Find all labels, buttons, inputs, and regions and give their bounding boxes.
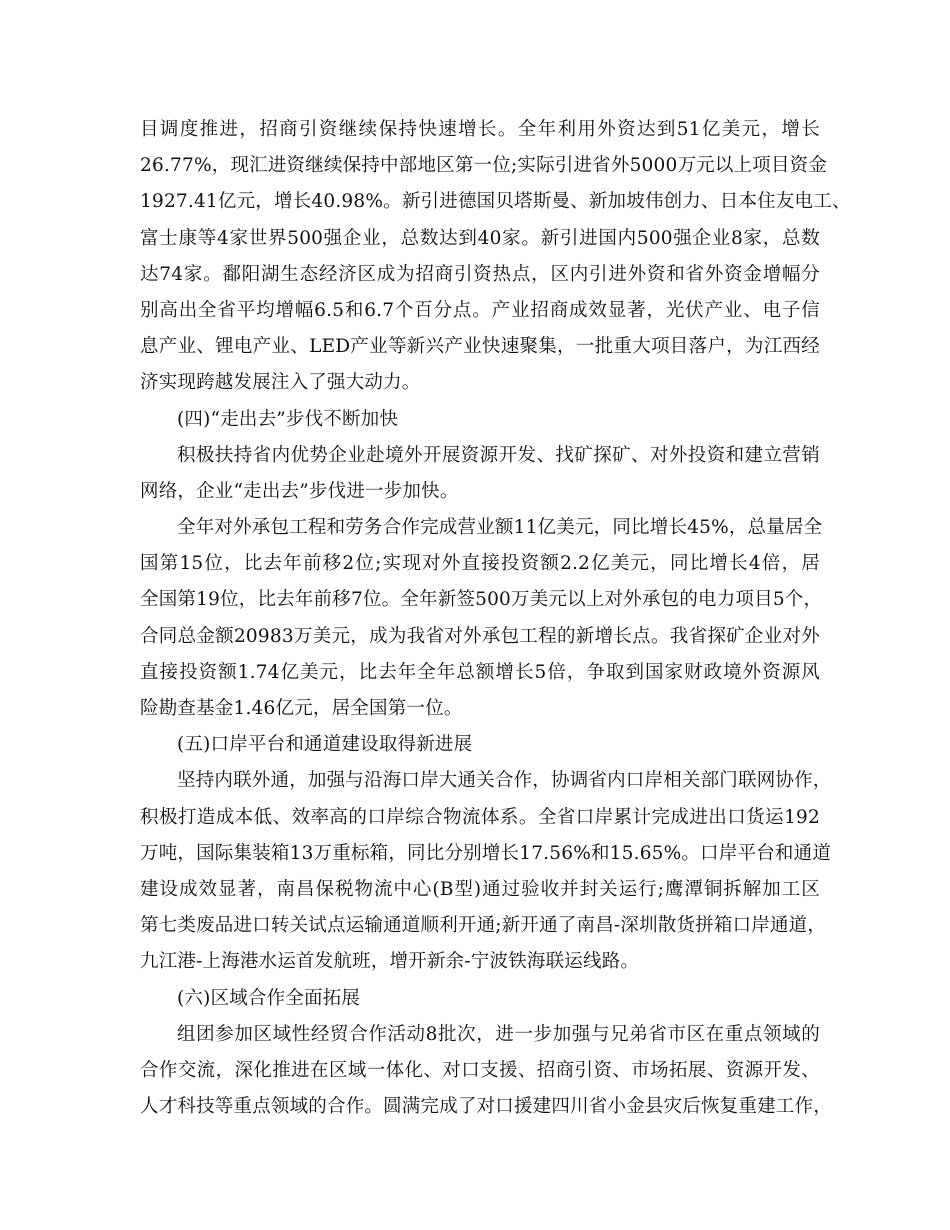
text-line: 合同总金额20983万美元，成为我省对外承包工程的新增长点。我省探矿企业对外 bbox=[140, 625, 820, 647]
text-line: (六)区域合作全面拓展 bbox=[177, 987, 361, 1009]
text-line: 26.77%，现汇进资继续保持中部地区第一位;实际引进省外5000万元以上项目资金 bbox=[140, 155, 828, 177]
text-line: 息产业、锂电产业、LED产业等新兴产业快速聚集，一批重大项目落户，为江西经 bbox=[140, 336, 820, 358]
text-line: 积极打造成本低、效率高的口岸综合物流体系。全省口岸累计完成进出口货运192 bbox=[140, 806, 820, 828]
text-line: 别高出全省平均增幅6.5和6.7个百分点。产业招商成效显著，光伏产业、电子信 bbox=[140, 299, 820, 321]
document-page bbox=[140, 112, 851, 1125]
text-line: (五)口岸平台和通道建设取得新进展 bbox=[177, 734, 473, 756]
text-line: 直接投资额1.74亿美元，比去年全年总额增长5倍，争取到国家财政境外资源风 bbox=[140, 661, 820, 683]
text-line: 组团参加区域性经贸合作活动8批次，进一步加强与兄弟省市区在重点领域的 bbox=[177, 1023, 820, 1045]
text-line: 达74家。鄱阳湖生态经济区成为招商引资热点，区内引进外资和省外资金增幅分 bbox=[140, 263, 820, 285]
text-line: 合作交流，深化推进在区域一体化、对口支援、招商引资、市场拓展、资源开发、 bbox=[140, 1059, 820, 1081]
text-line: 险勘查基金1.46亿元，居全国第一位。 bbox=[140, 698, 463, 719]
text-line: 济实现跨越发展注入了强大动力。 bbox=[140, 372, 421, 394]
text-line: 1927.41亿元，增长40.98%。新引进德国贝塔斯曼、新加坡伟创力、日本住友电工、 bbox=[140, 191, 851, 213]
text-line: 积极扶持省内优势企业赴境外开展资源开发、找矿探矿、对外投资和建立营销 bbox=[177, 444, 820, 466]
text-line: 建设成效显著，南昌保税物流中心(B型)通过验收并封关运行;鹰潭铜拆解加工区 bbox=[140, 878, 820, 900]
text-line: 网络，企业“走出去”步伐进一步加快。 bbox=[140, 480, 459, 502]
text-line: 全年对外承包工程和劳务合作完成营业额11亿美元，同比增长45%，总量居全 bbox=[177, 517, 823, 539]
text-line: 万吨，国际集装箱13万重标箱，同比分别增长17.56%和15.65%。口岸平台和通道 bbox=[140, 842, 832, 864]
text-line: 目调度推进，招商引资继续保持快速增长。全年利用外资达到51亿美元，增长 bbox=[140, 119, 820, 140]
text-line: 人才科技等重点领域的合作。圆满完成了对口援建四川省小金县灾后恢复重建工作， bbox=[140, 1096, 832, 1118]
text-line: (四)“走出去”步伐不断加快 bbox=[177, 408, 399, 430]
text-line: 国第15位，比去年前移2位;实现对外直接投资额2.2亿美元，同比增长4倍，居 bbox=[140, 553, 820, 575]
text-line: 第七类废品进口转关试点运输通道顺利开通;新开通了南昌-深圳散货拼箱口岸通道， bbox=[140, 915, 827, 937]
text-line: 九江港-上海港水运首发航班，增开新余-宁波铁海联运线路。 bbox=[140, 951, 640, 973]
text-line: 富士康等4家世界500强企业，总数达到40家。新引进国内500强企业8家，总数 bbox=[140, 227, 820, 249]
text-line: 全国第19位，比去年前移7位。全年新签500万美元以上对外承包的电力项目5个， bbox=[140, 589, 823, 611]
text-line: 坚持内联外通，加强与沿海口岸大通关合作，协调省内口岸相关部门联网协作， bbox=[177, 770, 832, 792]
